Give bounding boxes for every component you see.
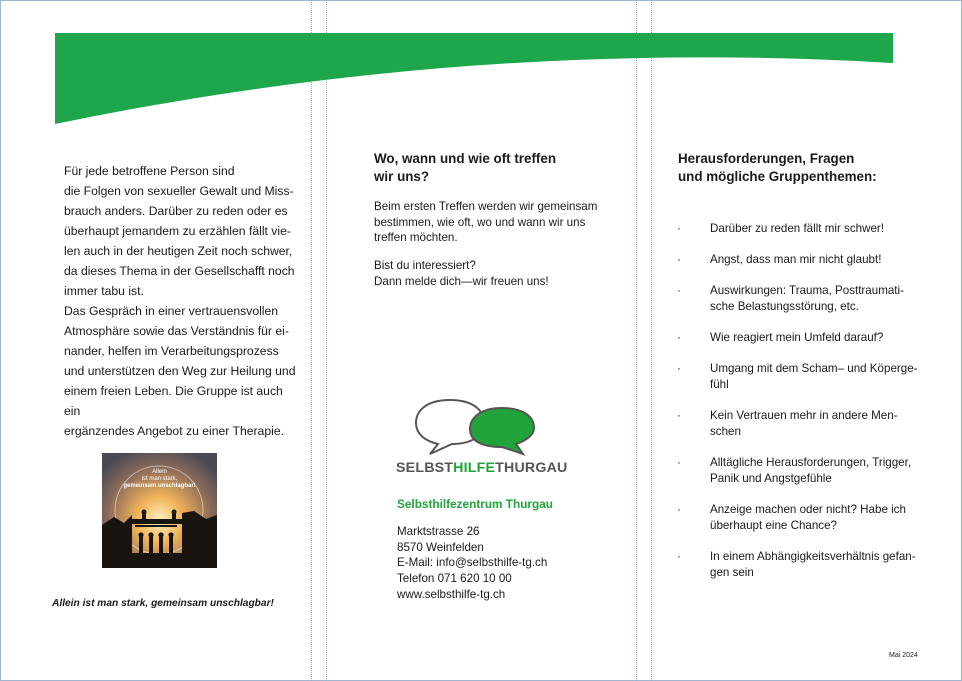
phone-text: Telefon 071 620 10 00	[397, 572, 512, 586]
text-line: Das Gespräch in einer vertrauensvollen	[64, 304, 279, 318]
list-item	[677, 283, 937, 315]
logo-part: SELBST	[396, 460, 454, 476]
text-line: Auswirkungen: Trauma, Posttraumati-	[710, 284, 904, 297]
text-line: einem freien Leben. Die Gruppe ist auch ein	[64, 384, 283, 418]
meeting-text	[374, 199, 624, 246]
header-swoosh	[0, 0, 962, 130]
text-line: bestimmen, wie oft, wo und wann wir uns	[374, 215, 586, 229]
text-line: Für jede betroffene Person sind	[64, 164, 235, 178]
bullet-icon: ·	[677, 362, 681, 375]
text-line: fühl	[710, 378, 729, 391]
contact-invitation	[374, 258, 624, 289]
brand-logo-text	[396, 460, 568, 476]
text-line: Alltägliche Herausforderungen, Trigger,	[710, 456, 912, 469]
text-line: und unterstützen den Weg zur Heilung und	[64, 364, 296, 378]
list-item	[677, 330, 937, 346]
list-item	[677, 221, 937, 237]
text-line: immer tabu ist.	[64, 284, 144, 298]
list-item	[677, 361, 937, 393]
text-line: gen sein	[710, 566, 754, 579]
list-item	[677, 252, 937, 268]
text-line: gemeinsam unschlagbar!	[123, 483, 196, 489]
text-line: Darüber zu reden fällt mir schwer!	[710, 222, 884, 235]
logo-part: HILFE	[453, 460, 496, 476]
bullet-icon: ·	[677, 253, 681, 266]
text-line: In einem Abhängigkeitsverhältnis gefan-	[710, 550, 916, 563]
text-line: die Folgen von sexueller Gewalt und Miss-	[64, 184, 294, 198]
bullet-icon: ·	[677, 409, 681, 422]
email-text: E-Mail: info@selbsthilfe-tg.ch	[397, 556, 548, 570]
intro-paragraph-1	[64, 161, 299, 301]
list-item	[677, 408, 937, 440]
text-line: Kein Vertrauen mehr in andere Men-	[710, 409, 898, 422]
teamwork-photo	[102, 453, 217, 568]
text-line: überhaupt jemandem zu erzählen fällt vie-	[64, 224, 291, 238]
logo-part: THURGAU	[495, 460, 568, 476]
meeting-heading	[374, 150, 624, 186]
text-line: da dieses Thema in der Gesellschafft noch	[64, 264, 295, 278]
photo-caption: Allein ist man stark, gemeinsam unschlagbar!	[52, 598, 274, 609]
text-line: Umgang mit dem Scham– und Köperge-	[710, 362, 918, 375]
bullet-icon: ·	[677, 284, 681, 297]
text-line: Allein	[152, 469, 167, 475]
text-line: ist man stark,	[141, 476, 178, 482]
bullet-icon: ·	[677, 222, 681, 235]
list-item	[677, 549, 937, 581]
text-line: treffen möchten.	[374, 231, 458, 244]
contact-address	[397, 524, 627, 603]
text-line: Bist du interessiert?	[374, 259, 476, 272]
bullet-icon: ·	[677, 550, 681, 563]
text-line: Angst, dass man mir nicht glaubt!	[710, 253, 882, 266]
address-line: Marktstrasse 26	[397, 525, 480, 538]
topics-list	[677, 221, 937, 596]
bullet-icon: ·	[677, 456, 681, 469]
list-item	[677, 455, 937, 487]
text-line: Beim ersten Treffen werden wir gemeinsam	[374, 200, 598, 213]
text-line: len auch in der heutigen Zeit noch schwer,	[64, 244, 293, 258]
list-item	[677, 502, 937, 534]
text-line: Dann melde dich—wir freuen uns!	[374, 274, 549, 288]
text-line: Wie reagiert mein Umfeld darauf?	[710, 331, 884, 344]
photo-caption-overlay	[102, 469, 217, 490]
text-line: überhaupt eine Chance?	[710, 519, 837, 532]
text-line: Atmosphäre sowie das Verständnis für ei-	[64, 324, 289, 338]
bullet-icon: ·	[677, 331, 681, 344]
text-line: sche Belastungsstörung, etc.	[710, 300, 859, 313]
website-text: www.selbsthilfe-tg.ch	[397, 587, 506, 601]
address-line: 8570 Weinfelden	[397, 540, 484, 554]
print-date: Mai 2024	[889, 652, 918, 659]
bullet-icon: ·	[677, 503, 681, 516]
text-line: schen	[710, 425, 741, 438]
text-line: wir uns?	[374, 169, 430, 184]
text-line: brauch anders. Darüber zu reden oder es	[64, 204, 288, 218]
text-line: Panik und Angstgefühle	[710, 472, 832, 485]
topics-heading	[678, 150, 948, 186]
text-line: nander, helfen im Verarbeitungsprozess	[64, 344, 279, 358]
organization-name: Selbsthilfezentrum Thurgau	[397, 497, 553, 511]
text-line: Anzeige machen oder nicht? Habe ich	[710, 503, 906, 516]
text-line: Wo, wann und wie oft treffen	[374, 151, 557, 166]
speech-bubbles-logo-icon	[412, 396, 542, 458]
intro-text	[64, 161, 299, 441]
text-line: ergänzendes Angebot zu einer Therapie.	[64, 424, 284, 438]
text-line: und mögliche Gruppenthemen:	[678, 169, 877, 184]
text-line: Herausforderungen, Fragen	[678, 151, 855, 166]
intro-paragraph-2	[64, 301, 299, 441]
